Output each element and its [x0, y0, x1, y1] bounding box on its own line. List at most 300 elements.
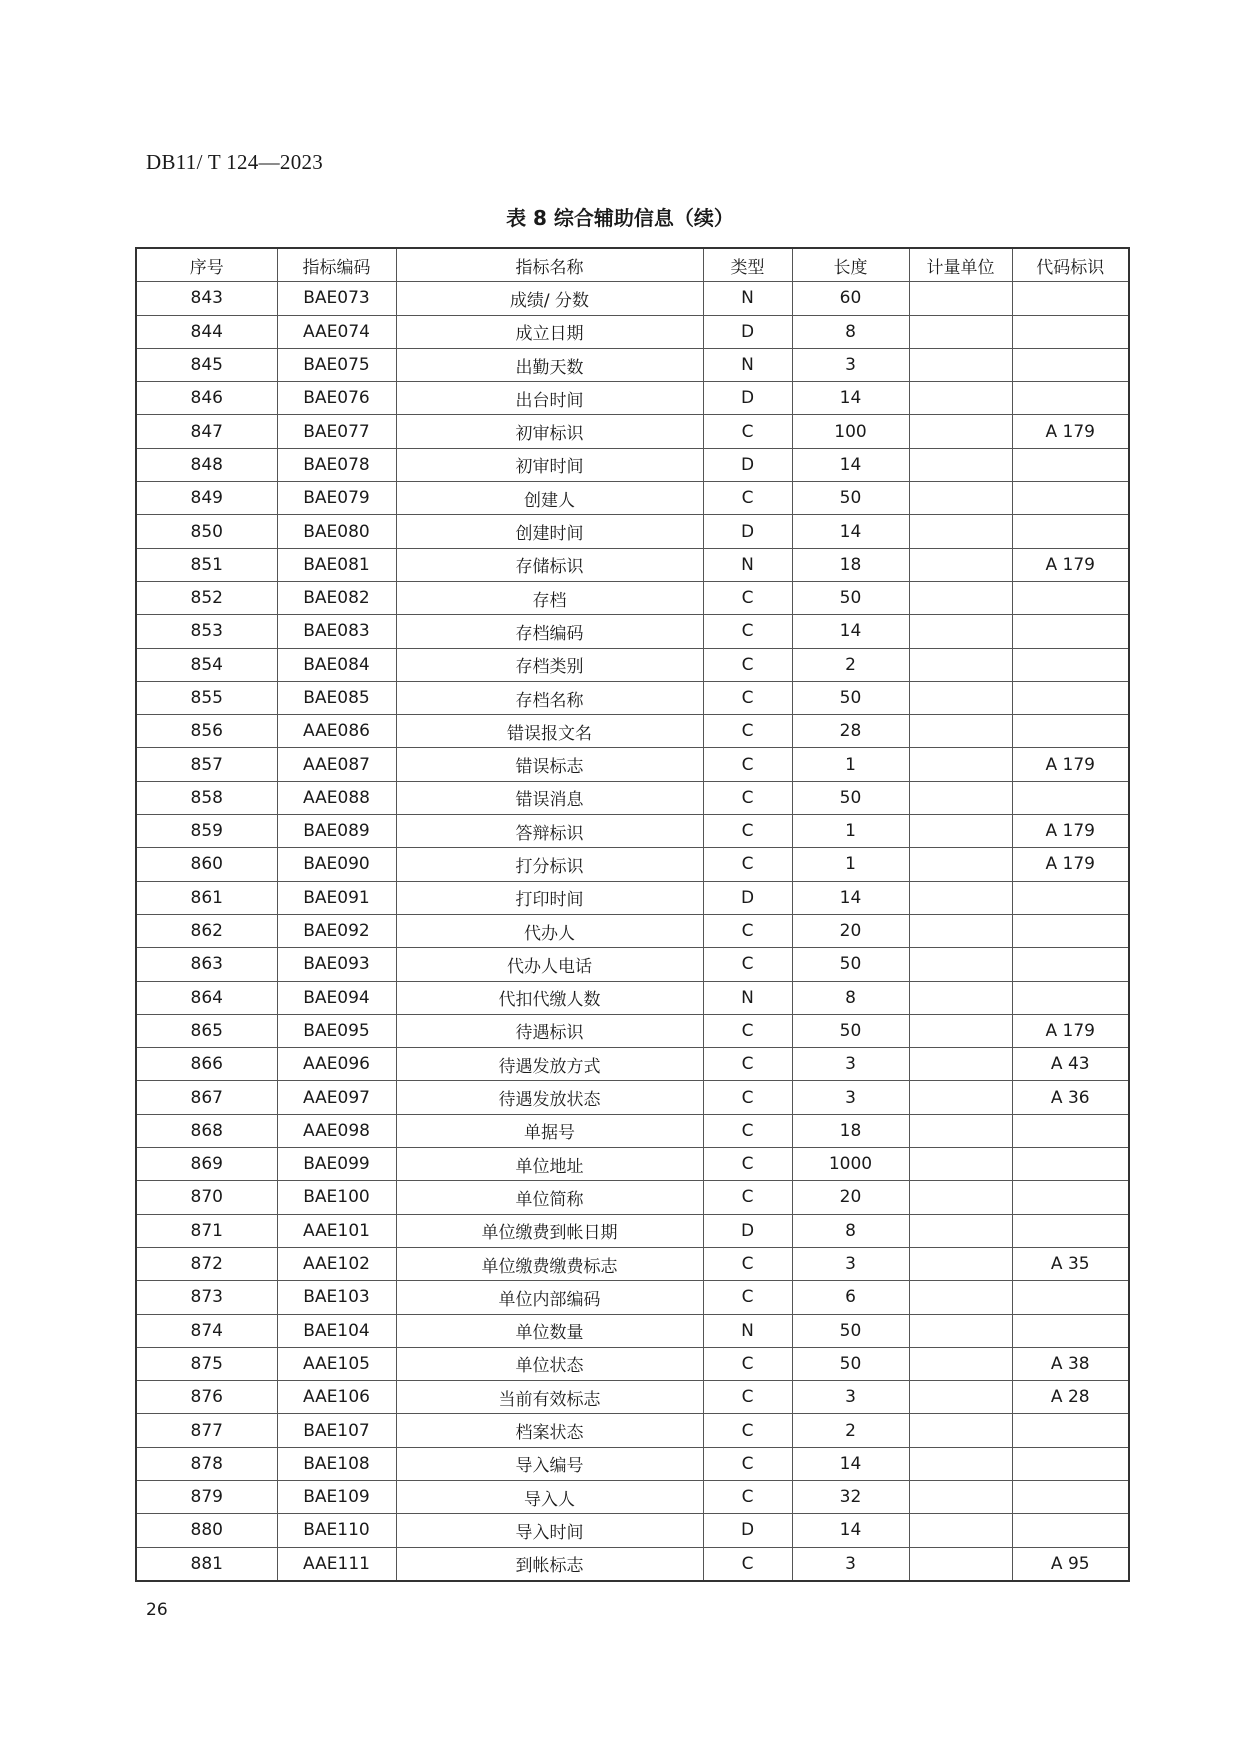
table-row	[136, 348, 1129, 381]
cell-code-id	[1012, 348, 1129, 381]
cell-type: D	[703, 315, 792, 348]
table-row	[136, 1247, 1129, 1280]
cell-length: 18	[792, 1114, 909, 1147]
cell-name: 错误标志	[396, 748, 703, 781]
cell-type: D	[703, 448, 792, 481]
cell-index: 880	[136, 1514, 277, 1547]
cell-code-id	[1012, 282, 1129, 315]
table-row	[136, 515, 1129, 548]
cell-type: C	[703, 748, 792, 781]
cell-code: BAE107	[277, 1414, 396, 1447]
cell-name: 出台时间	[396, 382, 703, 415]
table-row	[136, 1547, 1129, 1581]
table-row	[136, 615, 1129, 648]
cell-unit	[909, 1281, 1012, 1314]
cell-index: 856	[136, 715, 277, 748]
cell-code: AAE101	[277, 1214, 396, 1247]
cell-name: 待遇标识	[396, 1014, 703, 1047]
cell-index: 850	[136, 515, 277, 548]
cell-code-id	[1012, 482, 1129, 515]
cell-code-id	[1012, 1148, 1129, 1181]
cell-unit	[909, 448, 1012, 481]
cell-code-id	[1012, 1514, 1129, 1547]
cell-length: 3	[792, 1048, 909, 1081]
cell-type: N	[703, 348, 792, 381]
table-row	[136, 1447, 1129, 1480]
cell-code-id	[1012, 1114, 1129, 1147]
cell-name: 存档名称	[396, 681, 703, 714]
cell-unit	[909, 1214, 1012, 1247]
cell-code-id: A 179	[1012, 415, 1129, 448]
column-header-length: 长度	[792, 248, 909, 282]
cell-code: BAE099	[277, 1148, 396, 1181]
cell-type: C	[703, 681, 792, 714]
cell-type: C	[703, 914, 792, 947]
cell-name: 答辩标识	[396, 815, 703, 848]
cell-unit	[909, 1014, 1012, 1047]
cell-index: 872	[136, 1247, 277, 1280]
cell-name: 待遇发放状态	[396, 1081, 703, 1114]
cell-unit	[909, 948, 1012, 981]
table-row	[136, 1381, 1129, 1414]
cell-unit	[909, 1480, 1012, 1513]
cell-code: BAE080	[277, 515, 396, 548]
cell-length: 100	[792, 415, 909, 448]
table-row	[136, 715, 1129, 748]
column-header-type: 类型	[703, 248, 792, 282]
cell-unit	[909, 548, 1012, 581]
cell-length: 2	[792, 1414, 909, 1447]
cell-index: 873	[136, 1281, 277, 1314]
table-row	[136, 848, 1129, 881]
cell-name: 当前有效标志	[396, 1381, 703, 1414]
cell-type: C	[703, 415, 792, 448]
cell-type: C	[703, 1547, 792, 1581]
cell-name: 打分标识	[396, 848, 703, 881]
cell-code: AAE111	[277, 1547, 396, 1581]
table-header-row	[136, 248, 1129, 282]
table-row	[136, 448, 1129, 481]
cell-name: 单据号	[396, 1114, 703, 1147]
table-row	[136, 1214, 1129, 1247]
table-row	[136, 781, 1129, 814]
column-header-code-id: 代码标识	[1012, 248, 1129, 282]
cell-code: BAE077	[277, 415, 396, 448]
cell-type: C	[703, 1281, 792, 1314]
table-row	[136, 482, 1129, 515]
cell-code-id	[1012, 914, 1129, 947]
cell-type: C	[703, 715, 792, 748]
cell-code: BAE078	[277, 448, 396, 481]
cell-code: BAE085	[277, 681, 396, 714]
cell-code-id	[1012, 681, 1129, 714]
cell-code: BAE109	[277, 1480, 396, 1513]
cell-unit	[909, 615, 1012, 648]
cell-type: C	[703, 1148, 792, 1181]
cell-unit	[909, 1114, 1012, 1147]
cell-index: 859	[136, 815, 277, 848]
cell-index: 855	[136, 681, 277, 714]
table-row	[136, 648, 1129, 681]
table-row	[136, 815, 1129, 848]
cell-code-id	[1012, 581, 1129, 614]
cell-index: 875	[136, 1347, 277, 1380]
cell-code-id	[1012, 1214, 1129, 1247]
cell-name: 成绩/ 分数	[396, 282, 703, 315]
cell-length: 3	[792, 348, 909, 381]
cell-code-id: A 36	[1012, 1081, 1129, 1114]
cell-name: 成立日期	[396, 315, 703, 348]
table-row	[136, 315, 1129, 348]
table-row	[136, 1181, 1129, 1214]
cell-unit	[909, 515, 1012, 548]
cell-index: 858	[136, 781, 277, 814]
cell-type: C	[703, 1447, 792, 1480]
cell-index: 852	[136, 581, 277, 614]
cell-index: 866	[136, 1048, 277, 1081]
table-row	[136, 681, 1129, 714]
cell-unit	[909, 1347, 1012, 1380]
cell-index: 881	[136, 1547, 277, 1581]
cell-name: 单位数量	[396, 1314, 703, 1347]
cell-length: 18	[792, 548, 909, 581]
cell-unit	[909, 1148, 1012, 1181]
cell-type: C	[703, 1081, 792, 1114]
cell-code-id: A 38	[1012, 1347, 1129, 1380]
cell-code: BAE073	[277, 282, 396, 315]
cell-unit	[909, 914, 1012, 947]
cell-length: 50	[792, 581, 909, 614]
cell-type: C	[703, 1181, 792, 1214]
cell-unit	[909, 1048, 1012, 1081]
cell-index: 876	[136, 1381, 277, 1414]
column-header-unit: 计量单位	[909, 248, 1012, 282]
cell-code: BAE093	[277, 948, 396, 981]
indicator-table	[135, 247, 1130, 1582]
cell-code: BAE081	[277, 548, 396, 581]
cell-length: 20	[792, 914, 909, 947]
cell-name: 初审标识	[396, 415, 703, 448]
cell-length: 3	[792, 1081, 909, 1114]
cell-name: 代办人	[396, 914, 703, 947]
cell-length: 6	[792, 1281, 909, 1314]
cell-length: 1	[792, 848, 909, 881]
cell-code-id: A 179	[1012, 815, 1129, 848]
cell-name: 出勤天数	[396, 348, 703, 381]
cell-code: AAE098	[277, 1114, 396, 1147]
cell-index: 847	[136, 415, 277, 448]
cell-code-id	[1012, 981, 1129, 1014]
cell-index: 867	[136, 1081, 277, 1114]
cell-name: 错误消息	[396, 781, 703, 814]
cell-unit	[909, 348, 1012, 381]
cell-code: AAE097	[277, 1081, 396, 1114]
cell-code-id	[1012, 382, 1129, 415]
cell-length: 50	[792, 948, 909, 981]
cell-unit	[909, 848, 1012, 881]
cell-index: 861	[136, 881, 277, 914]
cell-code-id	[1012, 315, 1129, 348]
cell-code: AAE096	[277, 1048, 396, 1081]
cell-length: 28	[792, 715, 909, 748]
cell-code: BAE100	[277, 1181, 396, 1214]
cell-index: 853	[136, 615, 277, 648]
cell-code-id	[1012, 1314, 1129, 1347]
cell-index: 863	[136, 948, 277, 981]
cell-type: D	[703, 382, 792, 415]
table-row	[136, 1347, 1129, 1380]
cell-code-id: A 179	[1012, 748, 1129, 781]
cell-length: 50	[792, 781, 909, 814]
cell-unit	[909, 1447, 1012, 1480]
cell-length: 1000	[792, 1148, 909, 1181]
cell-code: AAE087	[277, 748, 396, 781]
cell-code-id: A 179	[1012, 848, 1129, 881]
cell-code: BAE090	[277, 848, 396, 881]
cell-length: 14	[792, 1514, 909, 1547]
page-number: 26	[146, 1600, 168, 1620]
cell-code: AAE106	[277, 1381, 396, 1414]
cell-name: 单位简称	[396, 1181, 703, 1214]
cell-code: AAE102	[277, 1247, 396, 1280]
cell-code: BAE108	[277, 1447, 396, 1480]
table-row	[136, 1314, 1129, 1347]
cell-length: 50	[792, 681, 909, 714]
cell-index: 857	[136, 748, 277, 781]
cell-length: 14	[792, 448, 909, 481]
cell-length: 3	[792, 1381, 909, 1414]
cell-index: 851	[136, 548, 277, 581]
cell-type: C	[703, 1048, 792, 1081]
cell-name: 初审时间	[396, 448, 703, 481]
cell-code: BAE103	[277, 1281, 396, 1314]
table-row	[136, 1148, 1129, 1181]
cell-unit	[909, 382, 1012, 415]
cell-type: C	[703, 581, 792, 614]
cell-type: C	[703, 1347, 792, 1380]
cell-name: 单位缴费到帐日期	[396, 1214, 703, 1247]
cell-code: BAE082	[277, 581, 396, 614]
cell-length: 1	[792, 815, 909, 848]
table-row	[136, 1480, 1129, 1513]
cell-type: C	[703, 848, 792, 881]
table-row	[136, 1281, 1129, 1314]
column-header-code: 指标编码	[277, 248, 396, 282]
column-header-name: 指标名称	[396, 248, 703, 282]
cell-name: 单位缴费缴费标志	[396, 1247, 703, 1280]
cell-code: AAE105	[277, 1347, 396, 1380]
cell-length: 3	[792, 1247, 909, 1280]
cell-length: 20	[792, 1181, 909, 1214]
cell-length: 14	[792, 1447, 909, 1480]
cell-length: 50	[792, 482, 909, 515]
cell-length: 50	[792, 1314, 909, 1347]
table-row	[136, 1414, 1129, 1447]
table-body	[136, 282, 1129, 1581]
cell-index: 865	[136, 1014, 277, 1047]
column-header-index: 序号	[136, 248, 277, 282]
table-row	[136, 382, 1129, 415]
cell-unit	[909, 748, 1012, 781]
cell-name: 单位地址	[396, 1148, 703, 1181]
cell-index: 871	[136, 1214, 277, 1247]
cell-unit	[909, 1414, 1012, 1447]
cell-code: BAE091	[277, 881, 396, 914]
cell-code-id: A 28	[1012, 1381, 1129, 1414]
cell-code: BAE075	[277, 348, 396, 381]
cell-name: 导入时间	[396, 1514, 703, 1547]
table-row	[136, 948, 1129, 981]
cell-unit	[909, 781, 1012, 814]
cell-unit	[909, 1181, 1012, 1214]
cell-type: D	[703, 515, 792, 548]
cell-unit	[909, 415, 1012, 448]
cell-index: 868	[136, 1114, 277, 1147]
cell-unit	[909, 1547, 1012, 1581]
cell-type: C	[703, 815, 792, 848]
cell-type: C	[703, 1014, 792, 1047]
cell-index: 844	[136, 315, 277, 348]
cell-type: C	[703, 1480, 792, 1513]
cell-index: 846	[136, 382, 277, 415]
cell-index: 877	[136, 1414, 277, 1447]
cell-unit	[909, 881, 1012, 914]
cell-code: BAE092	[277, 914, 396, 947]
cell-unit	[909, 1081, 1012, 1114]
cell-code-id	[1012, 1414, 1129, 1447]
table-row	[136, 914, 1129, 947]
table-row	[136, 981, 1129, 1014]
cell-name: 单位内部编码	[396, 1281, 703, 1314]
cell-code-id	[1012, 1447, 1129, 1480]
cell-length: 14	[792, 515, 909, 548]
cell-name: 代扣代缴人数	[396, 981, 703, 1014]
cell-code-id: A 43	[1012, 1048, 1129, 1081]
cell-name: 错误报文名	[396, 715, 703, 748]
cell-code: AAE086	[277, 715, 396, 748]
cell-code-id	[1012, 1480, 1129, 1513]
cell-length: 32	[792, 1480, 909, 1513]
cell-code-id: A 179	[1012, 548, 1129, 581]
cell-code: BAE110	[277, 1514, 396, 1547]
cell-unit	[909, 681, 1012, 714]
document-code: DB11/ T 124—2023	[146, 150, 324, 174]
cell-code-id	[1012, 648, 1129, 681]
cell-name: 导入人	[396, 1480, 703, 1513]
cell-code-id	[1012, 515, 1129, 548]
cell-code: BAE095	[277, 1014, 396, 1047]
cell-name: 创建人	[396, 482, 703, 515]
cell-code-id	[1012, 781, 1129, 814]
cell-code-id: A 35	[1012, 1247, 1129, 1280]
cell-type: C	[703, 1114, 792, 1147]
cell-unit	[909, 1514, 1012, 1547]
cell-length: 14	[792, 382, 909, 415]
cell-type: C	[703, 1414, 792, 1447]
table-row	[136, 581, 1129, 614]
cell-length: 8	[792, 315, 909, 348]
cell-index: 845	[136, 348, 277, 381]
cell-unit	[909, 981, 1012, 1014]
cell-index: 864	[136, 981, 277, 1014]
table-row	[136, 881, 1129, 914]
cell-code-id	[1012, 448, 1129, 481]
cell-index: 874	[136, 1314, 277, 1347]
cell-name: 代办人电话	[396, 948, 703, 981]
cell-type: N	[703, 981, 792, 1014]
cell-index: 862	[136, 914, 277, 947]
cell-name: 存档	[396, 581, 703, 614]
cell-unit	[909, 482, 1012, 515]
cell-type: N	[703, 1314, 792, 1347]
cell-length: 3	[792, 1547, 909, 1581]
cell-unit	[909, 1247, 1012, 1280]
cell-code: BAE084	[277, 648, 396, 681]
table-row	[136, 1048, 1129, 1081]
cell-name: 导入编号	[396, 1447, 703, 1480]
table-row	[136, 1514, 1129, 1547]
cell-code: AAE088	[277, 781, 396, 814]
cell-type: N	[703, 282, 792, 315]
cell-index: 854	[136, 648, 277, 681]
cell-name: 存储标识	[396, 548, 703, 581]
table-row	[136, 748, 1129, 781]
cell-index: 860	[136, 848, 277, 881]
cell-code: BAE104	[277, 1314, 396, 1347]
cell-type: C	[703, 482, 792, 515]
table-row	[136, 282, 1129, 315]
cell-length: 60	[792, 282, 909, 315]
cell-type: N	[703, 548, 792, 581]
cell-length: 14	[792, 615, 909, 648]
cell-code-id	[1012, 881, 1129, 914]
cell-index: 869	[136, 1148, 277, 1181]
cell-name: 单位状态	[396, 1347, 703, 1380]
cell-type: C	[703, 781, 792, 814]
cell-code-id: A 179	[1012, 1014, 1129, 1047]
cell-code-id: A 95	[1012, 1547, 1129, 1581]
cell-type: C	[703, 648, 792, 681]
cell-length: 50	[792, 1014, 909, 1047]
cell-name: 存档编码	[396, 615, 703, 648]
cell-type: C	[703, 948, 792, 981]
cell-index: 879	[136, 1480, 277, 1513]
cell-unit	[909, 715, 1012, 748]
cell-code: BAE079	[277, 482, 396, 515]
cell-code: BAE089	[277, 815, 396, 848]
cell-length: 8	[792, 981, 909, 1014]
table-row	[136, 1114, 1129, 1147]
cell-name: 存档类别	[396, 648, 703, 681]
cell-unit	[909, 315, 1012, 348]
cell-unit	[909, 1314, 1012, 1347]
cell-name: 打印时间	[396, 881, 703, 914]
cell-code: AAE074	[277, 315, 396, 348]
cell-name: 创建时间	[396, 515, 703, 548]
cell-unit	[909, 815, 1012, 848]
cell-length: 14	[792, 881, 909, 914]
cell-index: 878	[136, 1447, 277, 1480]
cell-code: BAE076	[277, 382, 396, 415]
table-row	[136, 415, 1129, 448]
cell-code-id	[1012, 615, 1129, 648]
cell-code-id	[1012, 1281, 1129, 1314]
cell-type: D	[703, 1514, 792, 1547]
cell-unit	[909, 1381, 1012, 1414]
cell-type: D	[703, 1214, 792, 1247]
cell-name: 待遇发放方式	[396, 1048, 703, 1081]
cell-type: C	[703, 1247, 792, 1280]
